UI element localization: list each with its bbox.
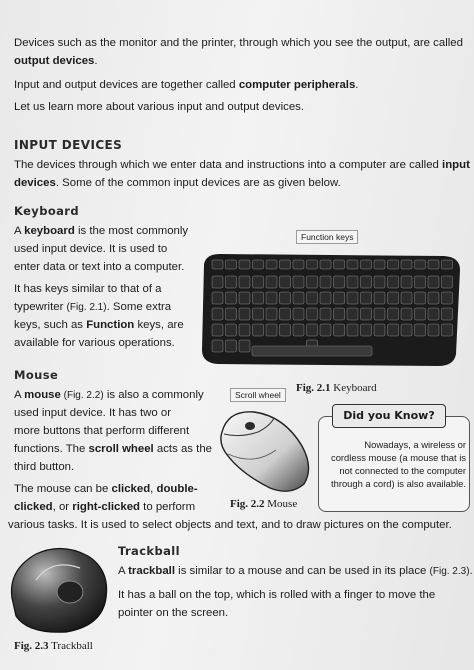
keyboard-key [212, 292, 223, 304]
keyboard-key [320, 324, 331, 336]
keyboard-key [428, 308, 439, 320]
keyboard-key [212, 324, 223, 336]
keyboard-key [293, 308, 304, 320]
keyboard-key [226, 324, 237, 336]
keyboard-key [253, 260, 264, 269]
fig-2-1-caption: Fig. 2.1 Keyboard [296, 382, 377, 394]
keyboard-key [293, 260, 304, 269]
keyboard-key [361, 292, 372, 304]
trackball-heading: Trackball [118, 544, 180, 558]
keyboard-key [266, 308, 277, 320]
keyboard-key [388, 308, 399, 320]
keyboard-key [442, 292, 453, 304]
mouse-line-5: third button. [14, 461, 75, 473]
keyboard-key [280, 308, 291, 320]
keyboard-key [442, 276, 453, 288]
trackball-line-3: pointer on the screen. [118, 607, 229, 619]
keyboard-key [442, 260, 453, 269]
keyboard-line-1: A keyboard is the most commonly [14, 225, 189, 237]
keyboard-key [293, 324, 304, 336]
mouse-line-1: A mouse (Fig. 2.2) is also a commonly [14, 389, 204, 401]
mouse-line-2: used input device. It has two or [14, 407, 172, 419]
keyboard-key [347, 260, 358, 269]
intro-line-2: output devices. [14, 55, 98, 67]
keyboard-key [401, 292, 412, 304]
keyboard-key [320, 292, 331, 304]
keyboard-key [239, 292, 250, 304]
keyboard-key [334, 324, 345, 336]
mouse-heading: Mouse [14, 368, 59, 382]
keyboard-key [226, 276, 237, 288]
keyboard-key [307, 292, 318, 304]
keyboard-key [415, 292, 426, 304]
keyboard-key [361, 260, 372, 269]
keyboard-key [334, 260, 345, 269]
keyboard-key [374, 292, 385, 304]
keyboard-key [347, 292, 358, 304]
keyboard-key [428, 292, 439, 304]
keyboard-key [212, 260, 223, 269]
mouse-line-3: more buttons that perform different [14, 425, 190, 437]
scroll-wheel-label: Scroll wheel [230, 388, 286, 402]
keyboard-key [374, 324, 385, 336]
keyboard-key [266, 276, 277, 288]
mouse-image [214, 402, 318, 498]
keyboard-key [226, 260, 237, 269]
keyboard-key [320, 260, 331, 269]
keyboard-key [347, 276, 358, 288]
keyboard-key [226, 340, 237, 352]
input-devices-line-1: The devices through which we enter data and instructions into a computer are called input [14, 159, 470, 171]
mouse-line-7: clicked, or right-clicked to perform [14, 501, 196, 513]
intro-line-1: Devices such as the monitor and the printer, through which you see the output, are called [14, 37, 463, 49]
keyboard-key [415, 260, 426, 269]
keyboard-key [226, 308, 237, 320]
keyboard-key [239, 260, 250, 269]
did-you-know-title: Did you Know? [332, 404, 446, 428]
keyboard-line-3: enter data or text into a computer. [14, 261, 185, 273]
keyboard-key [266, 260, 277, 269]
keyboard-key [388, 276, 399, 288]
mouse-line-6: The mouse can be clicked, double- [14, 483, 198, 495]
keyboard-line-4: It has keys similar to that of a [14, 283, 162, 295]
keyboard-key [293, 276, 304, 288]
keyboard-key [442, 308, 453, 320]
keyboard-key [415, 308, 426, 320]
keyboard-line-5: typewriter (Fig. 2.1). Some extra [14, 301, 172, 313]
keyboard-key [428, 260, 439, 269]
keyboard-key [388, 292, 399, 304]
function-keys-label: Function keys [296, 230, 358, 244]
keyboard-key [212, 340, 223, 352]
keyboard-key [280, 292, 291, 304]
keyboard-key [307, 324, 318, 336]
keyboard-key [361, 276, 372, 288]
keyboard-key [388, 260, 399, 269]
keyboard-key [280, 324, 291, 336]
keyboard-key [253, 292, 264, 304]
keyboard-line-2: used input device. It is used to [14, 243, 168, 255]
keyboard-key [293, 292, 304, 304]
keyboard-key [320, 276, 331, 288]
keyboard-key [334, 308, 345, 320]
keyboard-key [374, 260, 385, 269]
keyboard-key [428, 276, 439, 288]
did-you-know-text: Nowadays, a wireless or cordless mouse (a mouse that is not connected to the computer through a cord) is also available. [331, 439, 466, 489]
fig-2-3-caption: Fig. 2.3 Trackball [14, 640, 93, 652]
did-you-know-box [318, 404, 470, 514]
keyboard-key [401, 324, 412, 336]
fig-2-2-caption: Fig. 2.2 Mouse [230, 498, 298, 510]
keyboard-key [415, 276, 426, 288]
keyboard-key [361, 308, 372, 320]
keyboard-key [253, 308, 264, 320]
keyboard-key [307, 308, 318, 320]
mouse-line-4: functions. The scroll wheel acts as the [14, 443, 212, 455]
keyboard-key [415, 324, 426, 336]
keyboard-key [239, 308, 250, 320]
keyboard-key [347, 308, 358, 320]
keyboard-key [212, 308, 223, 320]
keyboard-key [280, 276, 291, 288]
keyboard-key [428, 324, 439, 336]
keyboard-key [266, 292, 277, 304]
keyboard-key [320, 308, 331, 320]
keyboard-key [266, 324, 277, 336]
mouse-line-8: various tasks. It is used to select objects and text, and to draw pictures on the computer. [8, 519, 452, 531]
keyboard-key [388, 324, 399, 336]
trackball-image [6, 540, 112, 636]
keyboard-key [239, 340, 250, 352]
keyboard-image [198, 250, 464, 370]
keyboard-key [374, 276, 385, 288]
keyboard-line-7: available for various operations. [14, 337, 175, 349]
keyboard-key [226, 292, 237, 304]
keyboard-key [280, 260, 291, 269]
input-devices-heading: INPUT DEVICES [14, 138, 123, 152]
keyboard-heading: Keyboard [14, 204, 80, 218]
keyboard-key [401, 308, 412, 320]
keyboard-key [239, 276, 250, 288]
keyboard-key [307, 260, 318, 269]
keyboard-key [347, 324, 358, 336]
keyboard-key [401, 276, 412, 288]
keyboard-key [307, 276, 318, 288]
keyboard-key [239, 324, 250, 336]
input-devices-line-2: devices. Some of the common input devices are as given below. [14, 177, 341, 189]
keyboard-key [401, 260, 412, 269]
intro-line-4: Let us learn more about various input and output devices. [14, 101, 305, 113]
trackball-line-2: It has a ball on the top, which is rolled with a finger to move the [118, 589, 436, 601]
intro-line-3: Input and output devices are together called computer peripherals. [14, 79, 359, 91]
keyboard-line-6: keys, such as Function keys, are [14, 319, 184, 331]
keyboard-key [361, 324, 372, 336]
trackball-line-1: A trackball is similar to a mouse and can be used in its place (Fig. 2.3). [118, 565, 473, 577]
keyboard-key [253, 276, 264, 288]
keyboard-key [334, 292, 345, 304]
keyboard-key [442, 324, 453, 336]
keyboard-key [212, 276, 223, 288]
keyboard-key [253, 324, 264, 336]
keyboard-key [334, 276, 345, 288]
keyboard-key [374, 308, 385, 320]
